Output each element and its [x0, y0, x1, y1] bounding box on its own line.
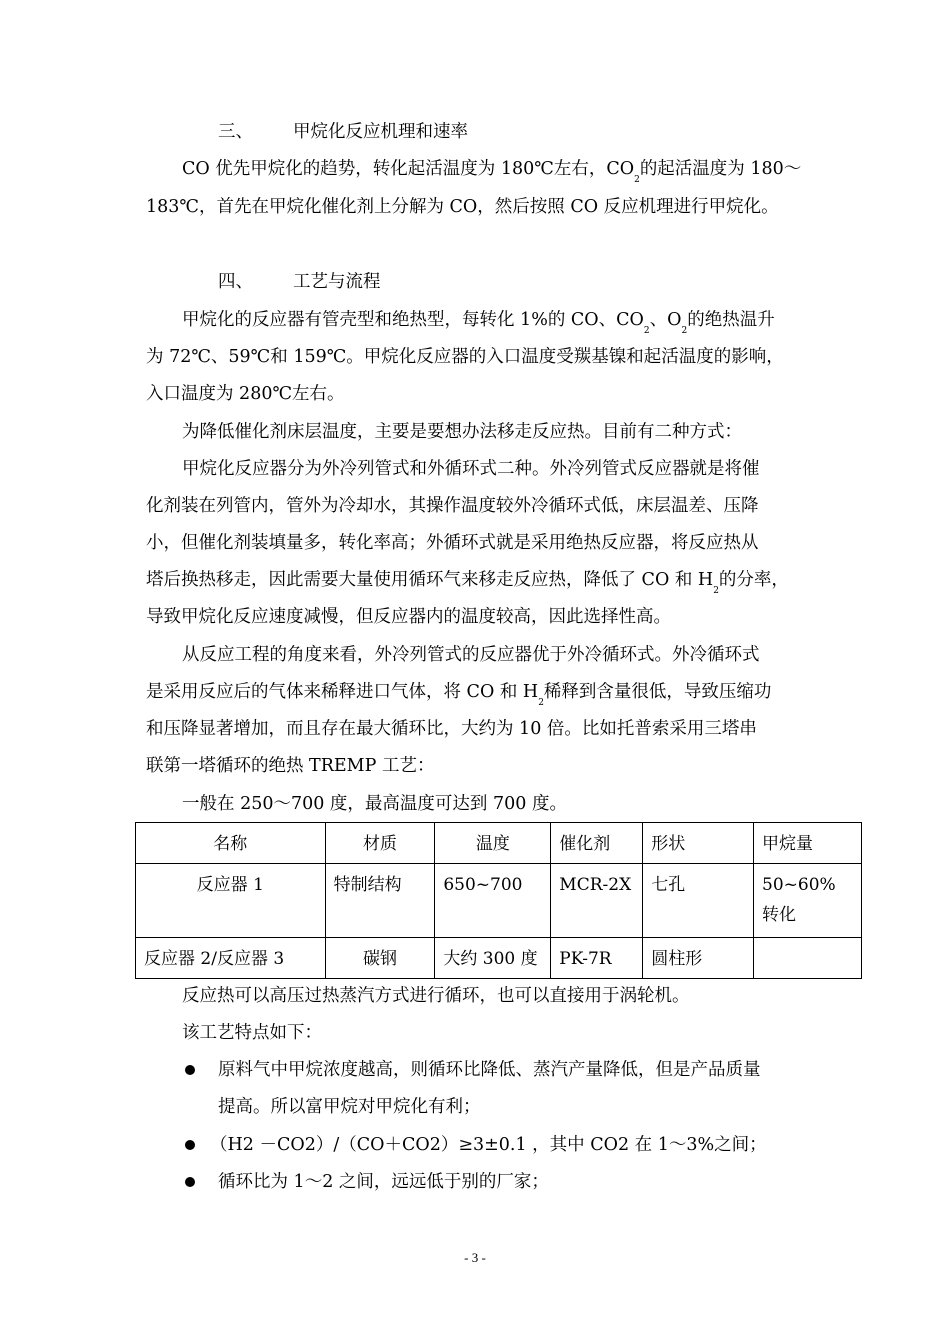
bullet-text: （H2 －CO2）/（CO＋CO2）≥3±0.1 ，其中 CO2 在 1～3%之间；	[210, 1135, 767, 1155]
paragraph-line: 183℃，首先在甲烷化催化剂上分解为 CO，然后按照 CO 反应机理进行甲烷化。	[146, 197, 779, 217]
text-run: 的分率，	[718, 570, 789, 590]
table-header-cell: 温度	[435, 823, 551, 864]
table-row	[136, 864, 862, 938]
table-cell: 反应器 2/反应器 3	[136, 938, 326, 979]
bullet-text: 循环比为 1～2 之间，远远低于别的厂家；	[218, 1172, 549, 1192]
paragraph-line: 该工艺特点如下：	[182, 1023, 322, 1043]
paragraph-line: 化剂装在列管内，管外为冷却水，其操作温度较外冷循环式低，床层温差、压降	[146, 496, 759, 516]
table-header-cell: 材质	[325, 823, 435, 864]
table-cell: MCR-2X	[551, 864, 643, 938]
section-title: 甲烷化反应机理和速率	[293, 122, 468, 142]
table-header-cell: 甲烷量	[754, 823, 862, 864]
table-header-row	[136, 823, 862, 864]
paragraph-line: 入口温度为 280℃左右。	[146, 384, 345, 404]
table-header-cell: 催化剂	[551, 823, 643, 864]
paragraph-line	[182, 158, 802, 185]
table-cell: 50~60% 转化	[754, 864, 862, 938]
paragraph-line	[146, 569, 789, 596]
table-cell: 圆柱形	[643, 938, 754, 979]
paragraph-line	[146, 681, 772, 708]
paragraph-line: 为 72℃、59℃和 159℃。甲烷化反应器的入口温度受羰基镍和起活温度的影响，	[146, 347, 784, 367]
paragraph-line: 联第一塔循环的绝热 TREMP 工艺：	[146, 756, 435, 776]
subscript: 2	[643, 326, 650, 336]
bullet-dot	[185, 1065, 195, 1075]
bullet-dot	[185, 1140, 195, 1150]
subscript: 2	[713, 586, 719, 596]
table-cell: 特制结构	[325, 864, 435, 938]
table-cell: 七孔	[643, 864, 754, 938]
text-run: 甲烷化的反应器有管壳型和绝热型，每转化 1%的 CO、CO	[182, 310, 644, 330]
table-header-cell: 名称	[136, 823, 326, 864]
section-title: 工艺与流程	[293, 272, 381, 292]
table-row	[136, 938, 862, 979]
bullet-text: 原料气中甲烷浓度越高，则循环比降低、蒸汽产量降低，但是产品质量	[218, 1060, 761, 1080]
table-cell	[754, 938, 862, 979]
paragraph-line: 反应热可以高压过热蒸汽方式进行循环，也可以直接用于涡轮机。	[182, 986, 690, 1006]
paragraph-line: 和压降显著增加，而且存在最大循环比，大约为 10 倍。比如托普索采用三塔串	[146, 719, 757, 739]
page-number: - 3 -	[464, 1250, 486, 1265]
table-cell: 碳钢	[325, 938, 435, 979]
subscript: 2	[634, 175, 640, 185]
bullet-text: 提高。所以富甲烷对甲烷化有利；	[218, 1097, 481, 1117]
paragraph-line: 从反应工程的角度来看，外冷列管式的反应器优于外冷循环式。外冷循环式	[182, 645, 760, 665]
text-run: 是采用反应后的气体来稀释进口气体，将 CO 和 H	[146, 682, 539, 702]
table-header-cell: 形状	[643, 823, 754, 864]
paragraph-line: 一般在 250～700 度，最高温度可达到 700 度。	[182, 794, 567, 814]
text-run: CO 优先甲烷化的趋势，转化起活温度为 180℃左右，CO	[182, 159, 635, 179]
table-cell: 反应器 1	[136, 864, 326, 938]
paragraph-line: 甲烷化反应器分为外冷列管式和外循环式二种。外冷列管式反应器就是将催	[182, 459, 760, 479]
paragraph-line	[182, 309, 775, 336]
section-number: 四、	[218, 272, 253, 292]
paragraph-line: 小，但催化剂装填量多，转化率高；外循环式就是采用绝热反应器，将反应热从	[146, 533, 759, 553]
text-run: 稀释到含量很低，导致压缩功	[543, 682, 772, 702]
table-cell: PK-7R	[551, 938, 643, 979]
text-run: 的绝热温升	[687, 310, 775, 330]
text-run: 塔后换热移走，因此需要大量使用循环气来移走反应热，降低了 CO 和 H	[146, 570, 714, 590]
section-heading-3	[218, 121, 468, 143]
text-run: 、O	[649, 310, 682, 330]
paragraph-line: 为降低催化剂床层温度，主要是要想办法移走反应热。目前有二种方式：	[182, 422, 742, 442]
subscript: 2	[538, 698, 544, 708]
text-run: 的起活温度为 180～	[639, 159, 802, 179]
table-cell: 650~700	[435, 864, 551, 938]
bullet-dot	[185, 1177, 195, 1187]
subscript: 2	[681, 326, 688, 336]
paragraph-line: 导致甲烷化反应速度减慢，但反应器内的温度较高，因此选择性高。	[146, 607, 671, 627]
section-number: 三、	[218, 122, 253, 142]
section-heading-4	[218, 271, 381, 293]
table-cell: 大约 300 度	[435, 938, 551, 979]
reactor-table	[135, 822, 862, 979]
